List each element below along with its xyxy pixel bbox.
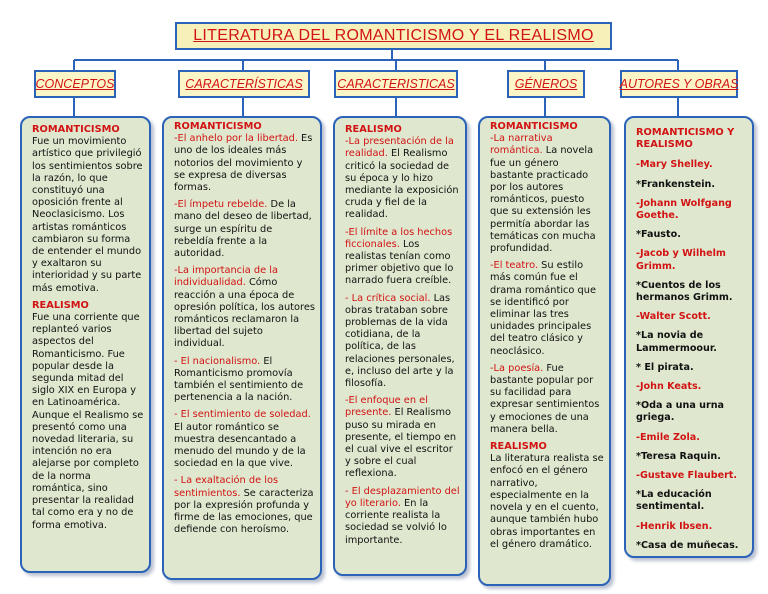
list-item [490,363,604,436]
item-key: -El anhelo por la libertad. [174,133,298,145]
work-title: * El pirata. [636,361,694,373]
header-conceptos [34,70,116,98]
item-text: Los realistas tenían como primer objetivo que lo narrado fuera creíble. [345,238,454,287]
list-item [174,409,315,470]
author-name: -Henrik Ibsen. [636,520,713,532]
header-label: CARACTERISTICAS [337,77,455,91]
list-item [174,356,315,405]
section-heading: ROMANTICISMO Y REALISMO [636,127,735,151]
section-heading: ROMANTICISMO [490,121,578,132]
list-item [174,475,315,536]
author-name: -Johann Wolfgang Goethe. [636,197,732,222]
list-item [345,227,460,288]
item-key: -La poesía. [490,362,544,374]
work-title: *Teresa Raquin. [636,450,721,462]
header-generos [507,70,585,98]
list-item [345,293,460,391]
item-text: Se caracteriza por la expresión profunda y firme de las emociones, que defiende con heroísmo. [174,487,314,536]
author-name: -John Keats. [636,381,702,393]
list-item [345,395,460,480]
item-text: En la corriente realista la sociedad se volvió lo importante. [345,497,447,546]
item-text: Las obras trataban sobre problemas de la vida cotidiana, de la política, de las relaciones personales, e, incluso del arte y la filosofía. [345,292,455,390]
item-key: -El ímpetu rebelde. [174,199,268,211]
section-heading: REALISMO [345,124,402,135]
work-title: *La novia de Lammermoour. [636,330,717,354]
item-key: -El límite a los hechos ficcionales. [345,226,453,250]
list-item [345,136,460,221]
item-key: - La crítica social. [345,292,431,304]
list-item [174,199,315,260]
header-label: AUTORES Y OBRAS [619,77,739,91]
section-heading: REALISMO [32,299,89,311]
header-label: CARACTERÍSTICAS [185,77,303,91]
item-key: -La presentación de la realidad. [345,136,454,160]
author-name: -Jacob y Wilhelm Grimm. [636,248,726,272]
list-item [490,133,604,255]
item-text: La novela fue un género bastante practicado por los autores románticos, puesto que su extensión les permitía abordar las temáticas con mucha profundidad. [490,145,596,255]
column-autores-obras [624,116,754,558]
column-conceptos [20,116,151,573]
item-text: El Realismo puso su mirada en presente, el tiempo en el cual vive el escritor y sobre el cual reflexiona. [345,407,457,480]
author-name: -Mary Shelley. [636,159,713,171]
section-heading: ROMANTICISMO [174,121,262,132]
column-generos [478,116,611,586]
header-autores [620,70,738,98]
list-item [345,486,460,547]
header-label: CONCEPTOS [35,77,115,91]
header-caracteristicas-2 [334,70,458,98]
list-item [174,265,315,350]
genre-text: La literatura realista se enfocó en el género narrativo, especialmente en la novela y en el cuento, aunque también hubo obras importantes en el género dramático. [490,453,604,550]
item-text: El Realismo criticó la sociedad de su época y lo hizo mediante la exposición cruda y fiel de la realidad. [345,148,459,221]
header-caracteristicas-1 [178,70,310,98]
work-title: *Oda a una urna griega. [636,400,725,424]
item-text: Su estilo más común fue el drama romántico que se identificó por eliminar las tres unidades principales del teatro clásico y neoclásico. [490,260,596,357]
column-caracteristicas-realismo [333,116,467,576]
item-key: -La narrativa romántica. [490,133,553,157]
section-heading: REALISMO [490,441,547,453]
item-text: De la mano del deseo de libertad, surge un espíritu de rebeldía frente a la autoridad. [174,199,312,260]
item-text: Cómo reacción a una época de opresión política, los autores románticos reclamaron la libertad del sujeto individual. [174,277,315,350]
list-item [174,133,315,194]
author-name: -Walter Scott. [636,311,711,323]
authors-list [636,159,747,552]
item-text: El autor romántico se muestra desencantado a menudo del mundo y de la sociedad en la que vive. [174,421,306,470]
concept-text: Fue un movimiento artístico que privilegió los sentimientos sobre la razón, lo que constituyó una oposición frente al Neoclasicismo. Los artistas románticos cambiaron su forma de entender el mundo y exaltaron su interioridad y su parte más emotiva. [32,136,143,294]
item-key: - El desplazamiento del yo literario. [345,485,460,509]
item-text: Fue bastante popular por su facilidad para expresar sentimientos y emociones de una manera bella. [490,362,600,435]
author-name: -Gustave Flaubert. [636,470,738,482]
item-key: - El sentimiento de soledad. [174,409,311,421]
item-key: -El teatro. [490,260,539,272]
work-title: *Cuentos de los hermanos Grimm. [636,279,733,304]
list-item [490,260,604,358]
author-name: -Emile Zola. [636,431,700,443]
main-title-box [175,22,612,50]
item-key: -La importancia de la individualidad. [174,265,278,289]
header-label: GÉNEROS [514,77,578,91]
column-caracteristicas-romanticismo [162,116,322,580]
work-title: *Frankenstein. [636,178,716,190]
main-title: LITERATURA DEL ROMANTICISMO Y EL REALISMO [193,27,594,44]
section-heading: ROMANTICISMO [32,124,120,135]
work-title: *La educación sentimental. [636,489,712,513]
item-key: -El enfoque en el presente. [345,395,428,419]
item-key: - El nacionalismo. [174,355,261,367]
work-title: *Casa de muñecas. [636,539,739,551]
concept-text: Fue una corriente que replanteó varios aspectos del Romanticismo. Fue popular desde la segunda mitad del siglo XIX en Europa y en Latinoamérica. Aunque el Realismo se presentó como una novedad literaria, su intención no era alejarse por completo de la norma romántica, sino presentar la realidad tal como era y no de forma emotiva. [32,312,144,531]
work-title: *Fausto. [636,229,681,241]
item-text: El Romanticismo promovía también el sentimiento de pertenencia a la nación. [174,355,304,404]
item-key: - La exaltación de los sentimientos. [174,475,279,499]
item-text: Es uno de los ideales más notorios del movimiento y se expresa de diversas formas. [174,133,313,194]
